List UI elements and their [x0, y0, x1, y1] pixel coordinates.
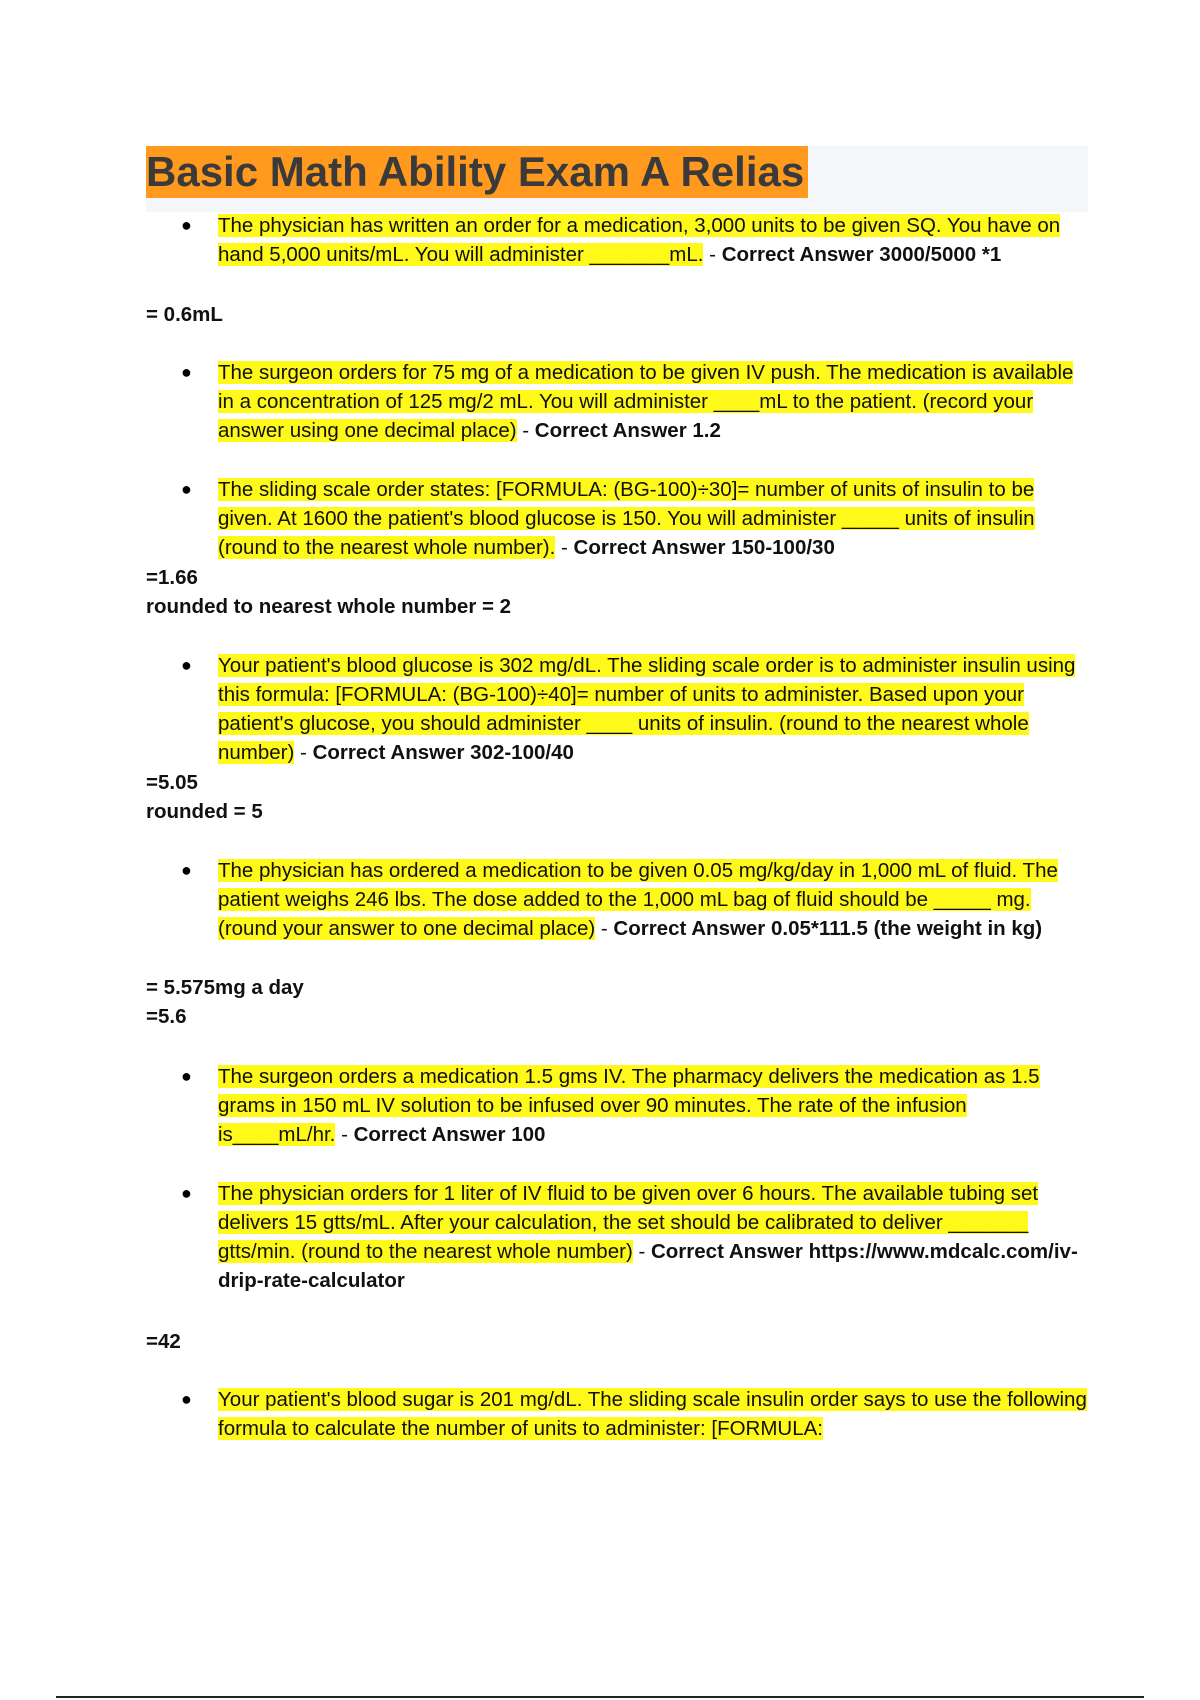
correct-answer: Correct Answer 302-100/40 [312, 741, 574, 764]
question-text: The sliding scale order states: [FORMULA: (BG-100)÷30]= number of units of insulin to be given. At 1600 the patient's blood glucose is 150. You will administer _____ units of insulin (round to the nearest whole number). [218, 478, 1035, 559]
work-line: = 5.575mg a day [146, 976, 304, 999]
correct-answer: Correct Answer 3000/5000 *1 [721, 243, 1002, 266]
question-text: Your patient's blood sugar is 201 mg/dL. The sliding scale insulin order says to use the following formula to calculate the number of units to administer: [FORMULA: [218, 1388, 1087, 1440]
question-item-5 [218, 856, 1088, 943]
bullet-icon: ● [181, 215, 192, 235]
work-line: =5.05 [146, 771, 198, 794]
correct-answer: Correct Answer 100 [353, 1123, 546, 1146]
answer-separator: - [632, 1240, 651, 1263]
work-line: =42 [146, 1330, 181, 1353]
correct-answer: Correct Answer 1.2 [534, 419, 721, 442]
answer-separator: - [703, 243, 722, 266]
correct-answer: Correct Answer 0.05*111.5 (the weight in kg) [613, 917, 1043, 940]
footer-divider [56, 1696, 1144, 1698]
work-line: = 0.6mL [146, 303, 223, 326]
question-text: Your patient's blood glucose is 302 mg/dL. The sliding scale order is to administer insulin using this formula: [FORMULA: (BG-100)÷40]= number of units to administer. Based upon your patient's glucose, you should administer ____ units of insulin. (round to the nearest whole number) [218, 654, 1076, 764]
question-item-8 [218, 1385, 1088, 1443]
correct-answer: Correct Answer https://www.mdcalc.com/iv-drip-rate-calculator [218, 1240, 1078, 1292]
answer-separator: - [516, 419, 535, 442]
question-item-4 [218, 651, 1088, 767]
bullet-icon: ● [181, 362, 192, 382]
bullet-icon: ● [181, 1183, 192, 1203]
bullet-icon: ● [181, 860, 192, 880]
answer-separator: - [555, 536, 574, 559]
work-line: rounded = 5 [146, 800, 263, 823]
work-line: rounded to nearest whole number = 2 [146, 595, 512, 618]
question-item-6 [218, 1062, 1088, 1149]
question-text: The physician has ordered a medication to be given 0.05 mg/kg/day in 1,000 mL of fluid. The patient weighs 246 lbs. The dose added to the 1,000 mL bag of fluid should be _____ mg. (round your answer to one decimal place) [218, 859, 1058, 940]
question-item-7 [218, 1179, 1088, 1295]
answer-separator: - [294, 741, 313, 764]
bullet-icon: ● [181, 479, 192, 499]
work-line: =5.6 [146, 1005, 187, 1028]
bullet-icon: ● [181, 1066, 192, 1086]
question-text: The surgeon orders a medication 1.5 gms IV. The pharmacy delivers the medication as 1.5 grams in 150 mL IV solution to be infused over 90 minutes. The rate of the infusion is____mL/hr. [218, 1065, 1040, 1146]
question-item-3 [218, 475, 1088, 562]
question-text: The surgeon orders for 75 mg of a medication to be given IV push. The medication is available in a concentration of 125 mg/2 mL. You will administer ____mL to the patient. (record your answer using one decimal place) [218, 361, 1074, 442]
question-item-1 [218, 211, 1088, 269]
work-line: =1.66 [146, 566, 198, 589]
bullet-icon: ● [181, 655, 192, 675]
question-item-2 [218, 358, 1088, 445]
document-title: Basic Math Ability Exam A Relias [146, 146, 808, 198]
question-text: The physician orders for 1 liter of IV fluid to be given over 6 hours. The available tubing set delivers 15 gtts/mL. After your calculation, the set should be calibrated to deliver _______ gtts/min. (round to the nearest whole number) [218, 1182, 1039, 1263]
bullet-icon: ● [181, 1389, 192, 1409]
question-text: The physician has written an order for a medication, 3,000 units to be given SQ. You have on hand 5,000 units/mL. You will administer _______mL. [218, 214, 1061, 266]
correct-answer: Correct Answer 150-100/30 [573, 536, 835, 559]
answer-separator: - [595, 917, 614, 940]
answer-separator: - [335, 1123, 354, 1146]
